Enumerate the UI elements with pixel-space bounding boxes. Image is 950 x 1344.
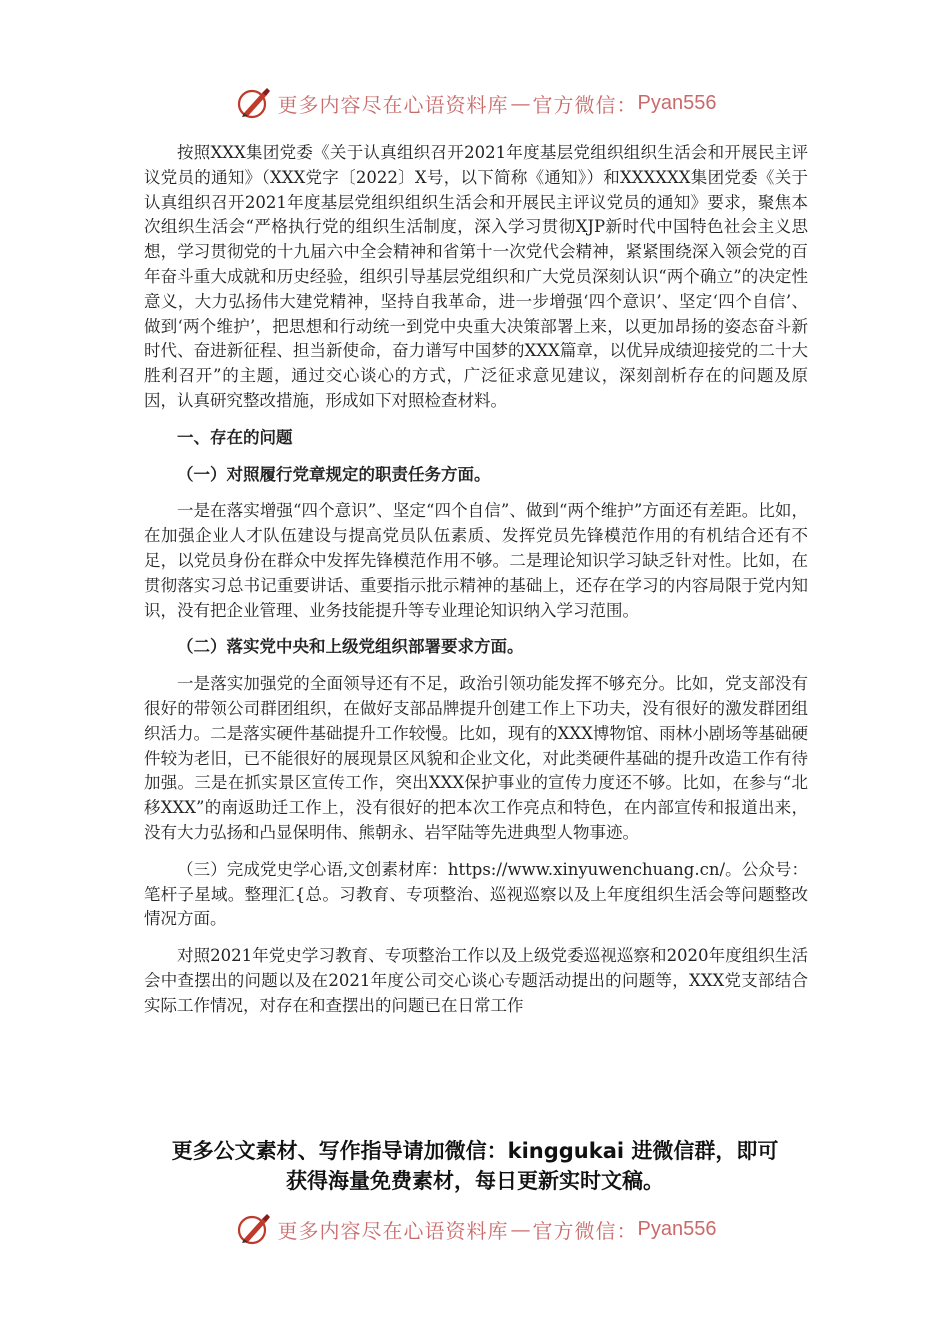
subsection-1-body: 一是在落实增强“四个意识”、坚定“四个自信”、做到“两个维护”方面还有差距。比如，在加强企业人才队伍建设与提高党员队伍素质、发挥党员先锋模范作用的有机结合还有不足，以党员身份在群众中发挥先锋模范作用不够。二是理论知识学习缺乏针对性。比如，在贯彻落实习总书记重要讲话、重要指示批示精神的基础上，还存在学习的内容局限于党内知识，没有把企业管理、业务技能提升等专业理论知识纳入学习范围。 [144,501,808,620]
subsection-3-heading: （三）完成党史学心语,文创素材库：https://www.xinyuwenchuang.cn/。公众号：笔杆子星域。整理汇{总。习教育、专项整治、巡视巡察以及上年度组织生活会等问题整改情况方面。 [144,859,808,929]
subsection-3-body: 对照2021年党史学习教育、专项整治工作以及上级党委巡视巡察和2020年度组织生活会中查摆出的问题以及在2021年度公司交心谈心专题活动提出的问题等，XXX党支部结合实际工作情况，对存在和查摆出的问题已在日常工作 [144,946,808,1015]
watermark-wechat-label: 官方微信： [532,92,638,117]
watermark-separator: — [510,91,531,115]
subsection-2-body: 一是落实加强党的全面领导还有不足，政治引领功能发挥不够充分。比如，党支部没有很好的带领公司群团组织，在做好支部品牌提升创建工作上下功夫，没有很好的激发群团组织活力。二是落实硬件基础提升工作较慢。比如，现有的XXX博物馆、雨林小剧场等基础硬件较为老旧，已不能很好的展现景区风貌和企业文化，对此类硬件基础的提升改造工作有待加强。三是在抓实景区宣传工作，突出XXX保护事业的宣传力度还不够。比如，在参与“北移XXX”的南返助迁工作上，没有很好的把本次工作亮点和特色，在内部宣传和报道出来，没有大力弘扬和凸显保明伟、熊朝永、岩罕陆等先进典型人物事迹。 [144,674,808,842]
watermark-wechat-label: 官方微信： [532,1218,638,1243]
promo-block [120,1136,830,1196]
promo-line-2: 获得海量免费素材，每日更新实时文稿。 [286,1169,664,1193]
intro-paragraph: 按照XXX集团党委《关于认真组织召开2021年度基层党组织组织生活会和开展民主评议党员的通知》（XXX党字〔2022〕X号，以下简称《通知》）和XXXXXX集团党委《关于认真组织召开2021年度基层党组织组织生活会和开展民主评议党员的通知》要求，聚焦本次组织生活会“严格执行党的组织生活制度，深入学习贯彻XJP新时代中国特色社会主义思想，学习贯彻党的十九届六中全会精神和省第十一次党代会精神，紧紧围绕深入领会党的百年奋斗重大成就和历史经验，组织引导基层党组织和广大党员深刻认识“两个确立”的决定性意义，大力弘扬伟大建党精神，坚持自我革命，进一步增强‘四个意识’、坚定‘四个自信’、做到‘两个维护’，把思想和行动统一到党中央重大决策部署上来，以更加昂扬的姿态奋斗新时代、奋进新征程、担当新使命，奋力谱写中国梦的XXX篇章，以优异成绩迎接党的二十大胜利召开”的主题，通过交心谈心的方式，广泛征求意见建议，深刻剖析存在的问题及原因，认真研究整改措施，形成如下对照检查材料。 [144,143,808,410]
watermark-banner-bottom [0,1204,950,1254]
subsection-2-heading: （二）落实党中央和上级党组织部署要求方面。 [177,637,524,657]
watermark-separator: — [510,1217,531,1241]
section-1-heading: 一、存在的问题 [177,427,293,447]
watermark-banner-top [0,78,950,128]
subsection-1-heading: （一）对照履行党章规定的职责任务方面。 [177,464,491,484]
document-body [144,141,808,1019]
watermark-wechat-id: Pyan556 [637,91,717,114]
pen-logo-icon [234,1209,274,1249]
watermark-text: 更多内容尽在心语资料库 [277,1218,509,1243]
watermark-text: 更多内容尽在心语资料库 [277,92,509,117]
promo-line-1: 更多公文素材、写作指导请加微信：kinggukai 进微信群，即可 [171,1139,779,1163]
pen-logo-icon [234,83,274,123]
watermark-wechat-id: Pyan556 [637,1217,717,1240]
